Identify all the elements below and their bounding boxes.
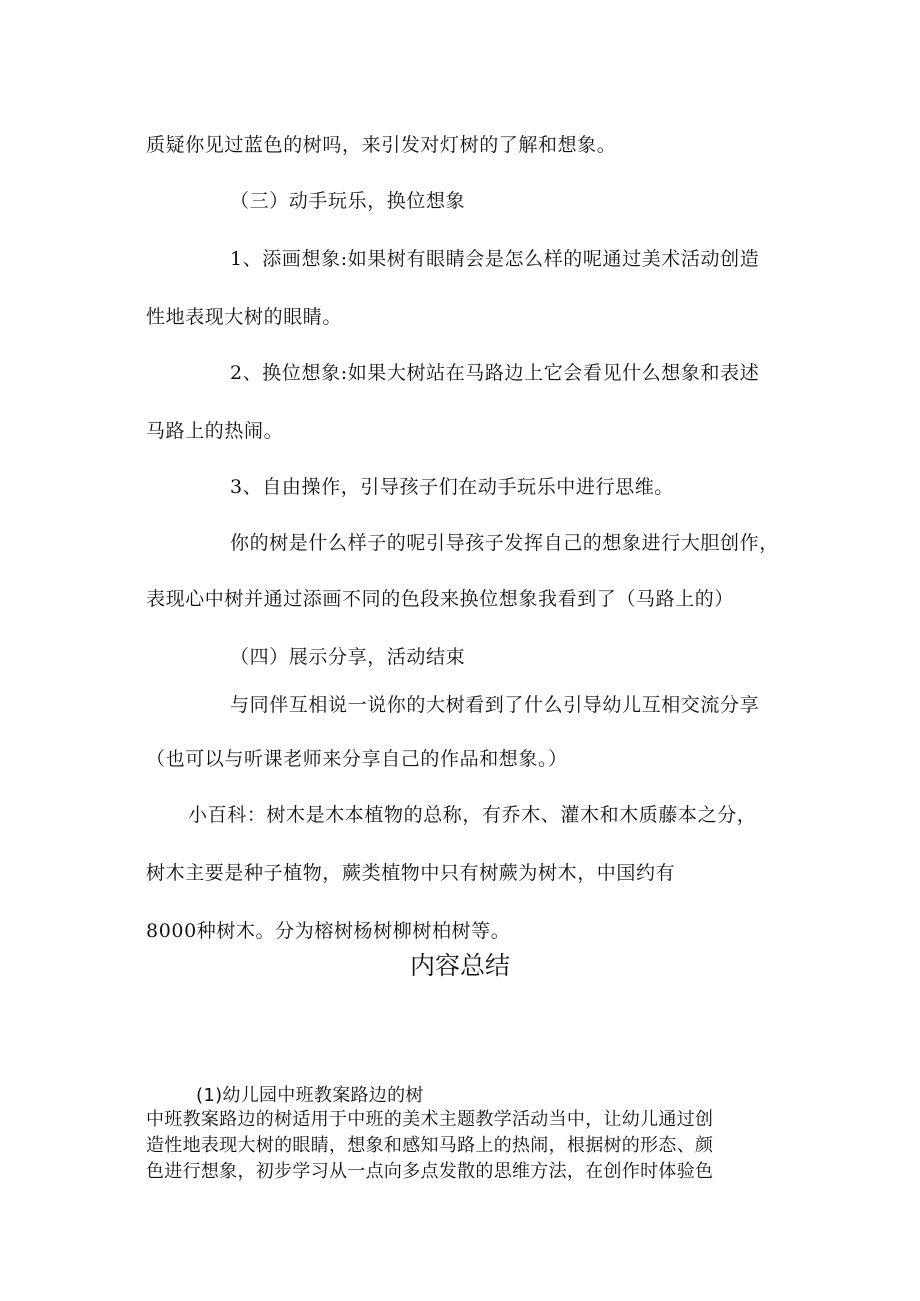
body-line: 3、自由操作，引导孩子们在动手玩乐中进行思维。 xyxy=(230,476,674,498)
body-line: 8000种树木。分为榕树杨树柳树柏树等。 xyxy=(146,920,511,942)
summary-heading: (1)幼儿园中班教案路边的树 xyxy=(196,1085,424,1106)
body-line: 马路上的热闹。 xyxy=(146,420,284,442)
body-line: 性地表现大树的眼睛。 xyxy=(146,306,343,328)
body-line: 与同伴互相说一说你的大树看到了什么引导幼儿互相交流分享 xyxy=(230,694,760,716)
body-line: 小百科：树木是木本植物的总称，有乔木、灌木和木质藤本之分， xyxy=(188,804,757,826)
body-line: 你的树是什么样子的呢引导孩子发挥自己的想象进行大胆创作， xyxy=(230,532,779,554)
body-line: 表现心中树并通过添画不同的色段来换位想象我看到了（马路上的） xyxy=(146,588,735,610)
summary-line: 中班教案路边的树适用于中班的美术主题教学活动当中，让幼儿通过创 xyxy=(146,1109,714,1130)
body-line: （也可以与听课老师来分享自己的作品和想象。） xyxy=(146,748,568,770)
body-line: 树木主要是种子植物，蕨类植物中只有树蕨为树木，中国约有 xyxy=(146,862,676,884)
summary-line: 色进行想象，初步学习从一点向多点发散的思维方法，在创作时体验色 xyxy=(146,1161,714,1182)
summary-title: 内容总结 xyxy=(409,951,510,980)
body-line: 2、换位想象:如果大树站在马路边上它会看见什么想象和表述 xyxy=(230,362,760,384)
body-line: 1、添画想象:如果树有眼睛会是怎么样的呢通过美术活动创造 xyxy=(230,248,760,270)
body-line: 质疑你见过蓝色的树吗，来引发对灯树的了解和想象。 xyxy=(146,134,617,156)
summary-line: 造性地表现大树的眼睛，想象和感知马路上的热闹，根据树的形态、颜 xyxy=(146,1135,714,1156)
section-heading: （四）展示分享，活动结束 xyxy=(230,646,466,668)
section-heading: （三）动手玩乐，换位想象 xyxy=(230,190,466,212)
